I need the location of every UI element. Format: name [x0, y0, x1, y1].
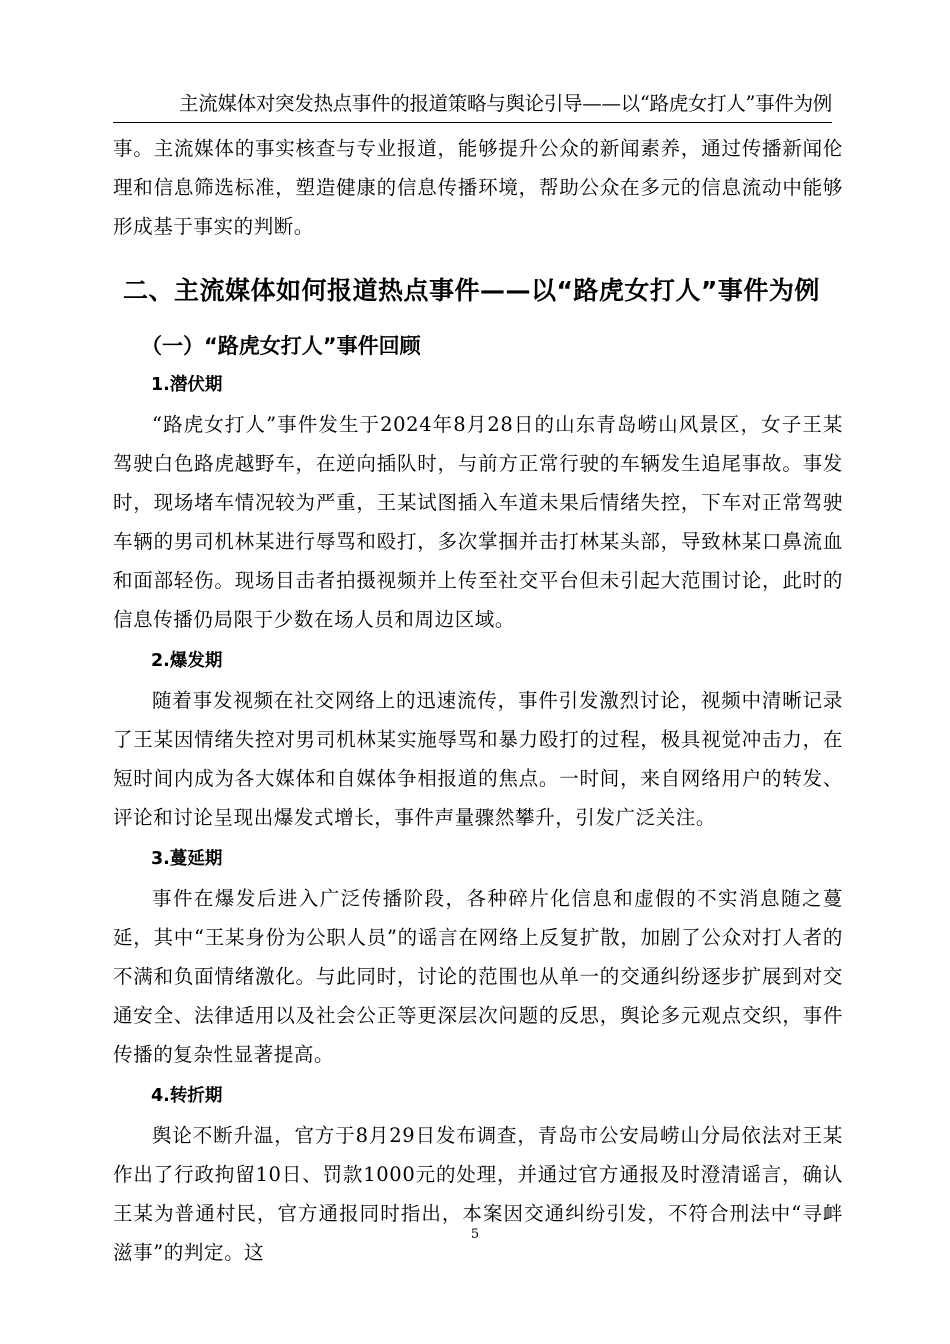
section-heading: 二、主流媒体如何报道热点事件——以“路虎女打人”事件为例 — [123, 276, 820, 305]
page-content — [113, 129, 843, 1272]
phase-heading-spread: 3.蔓延期 — [151, 849, 223, 869]
phase-paragraph-turning: 舆论不断升温，官方于8月29日发布调查，青岛市公安局崂山分局依法对王某作出了行政拘留10日、罚款1000元的处理，并通过官方通报及时澄清谣言，确认王某为普通村民，官方通报同时指出，本案因交通纠纷引发，不符合刑法中“寻衅滋事”的判定。这 — [113, 1124, 843, 1264]
intro-paragraph: 事。主流媒体的事实核查与专业报道，能够提升公众的新闻素养，通过传播新闻伦理和信息筛选标准，塑造健康的信息传播环境，帮助公众在多元的信息流动中能够形成基于事实的判断。 — [113, 137, 843, 238]
subsection-heading: （一）“路虎女打人”事件回顾 — [141, 334, 421, 358]
phase-heading-outbreak: 2.爆发期 — [151, 651, 223, 671]
phase-heading-turning: 4.转折期 — [151, 1086, 223, 1106]
running-header: 主流媒体对突发热点事件的报道策略与舆论引导——以“路虎女打人”事件为例 — [113, 90, 832, 123]
phase-paragraph-latent: “路虎女打人”事件发生于2024年8月28日的山东青岛崂山风景区，女子王某驾驶白色路虎越野车，在逆向插队时，与前方正常行驶的车辆发生追尾事故。事发时，现场堵车情况较为严重，王某试图插入车道未果后情绪失控，下车对正常驾驶车辆的男司机林某进行辱骂和殴打，多次掌掴并击打林某头部，导致林某口鼻流血和面部轻伤。现场目击者拍摄视频并上传至社交平台但未引起大范围讨论，此时的信息传播仍局限于少数在场人员和周边区域。 — [113, 413, 843, 631]
phase-paragraph-spread: 事件在爆发后进入广泛传播阶段，各种碎片化信息和虚假的不实消息随之蔓延，其中“王某身份为公职人员”的谣言在网络上反复扩散，加剧了公众对打人者的不满和负面情绪激化。与此同时，讨论的范围也从单一的交通纠纷逐步扩展到对交通安全、法律适用以及社会公正等更深层次问题的反思，舆论多元观点交织，事件传播的复杂性显著提高。 — [113, 887, 843, 1066]
page-number: 5 — [470, 1227, 480, 1242]
phase-paragraph-outbreak: 随着事发视频在社交网络上的迅速流传，事件引发激烈讨论，视频中清晰记录了王某因情绪失控对男司机林某实施辱骂和暴力殴打的过程，极具视觉冲击力，在短时间内成为各大媒体和自媒体争相报道的焦点。一时间，来自网络用户的转发、评论和讨论呈现出爆发式增长，事件声量骤然攀升，引发广泛关注。 — [113, 689, 843, 829]
phase-heading-latent: 1.潜伏期 — [151, 375, 223, 395]
